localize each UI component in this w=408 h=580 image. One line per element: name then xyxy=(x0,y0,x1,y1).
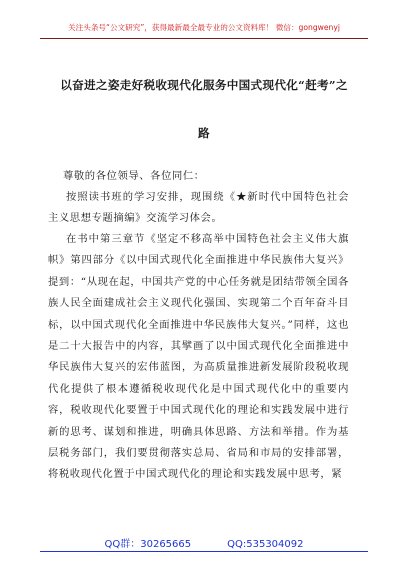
header-divider xyxy=(40,38,368,39)
paragraph-1: 按照读书班的学习安排，现围绕《★新时代中国特色社会主义思想专题摘编》交流学习体会。 xyxy=(48,191,349,225)
document-title-line1: 以奋进之姿走好税收现代化服务中国式现代化“赶考”之 xyxy=(60,78,348,92)
footer-contact xyxy=(0,535,408,550)
paragraph-2: 在书中第三章节《坚定不移高举中国特色社会主义伟大旗帜》第四部分《以中国式现代化全面推进中华民族伟大复兴》提到：“从现在起，中国共产党的中心任务就是团结带领全国各族人民全面建成社会主义现代化强国、实现第二个百年奋斗目标，以中国式现代化全面推进中华民族伟大复兴。”同样，这也是二十大报告中的内容，其擘画了以中国式现代化全面推进中华民族伟大复兴的宏伟蓝图，为高质量推进新发展阶段税收现代化提供了根本遵循税收现代化是中国式现代化中的重要内容，税收现代化要置于中国式现代化的理论和实践发展中进行新的思考、谋划和推进，明确具体思路、方法和举措。作为基层税务部门，我们要贯彻落实总局、省局和市局的安排部署，将税收现代化置于中国式现代化的理论和实践发展中思考，紧 xyxy=(48,233,349,481)
footer-qq: QQ:535304092 xyxy=(227,539,304,550)
footer-qq-group: QQ群：30265665 xyxy=(104,539,192,550)
document-title-line2: 路 xyxy=(198,126,210,140)
header-banner: 关注头条号“公文研究”，获得最新最全最专业的公文资料库！ 微信：gongwenyj xyxy=(68,23,340,32)
footer-divider xyxy=(40,551,368,552)
salutation: 尊敬的各位领导、各位同仁： xyxy=(63,170,205,182)
